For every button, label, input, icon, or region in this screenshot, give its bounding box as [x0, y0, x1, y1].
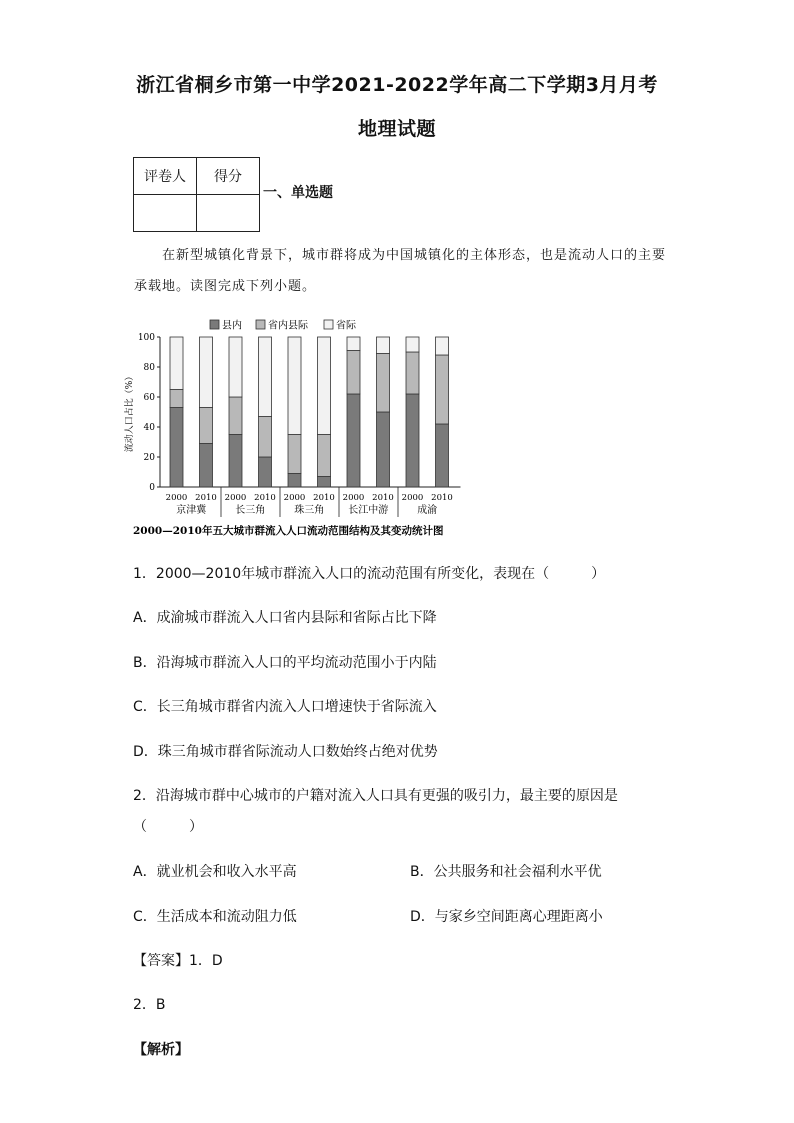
q2-stem: 2．沿海城市群中心城市的户籍对流入人口具有更强的吸引力，最主要的原因是 — [133, 788, 618, 804]
legend-label: 省际 — [336, 320, 356, 332]
y-tick-label: 100 — [137, 333, 155, 343]
q1-stem: 1．2000—2010年城市群流入人口的流动范围有所变化，表现在（ ） — [133, 566, 606, 582]
q2-option-c: C．生活成本和流动阻力低 — [133, 909, 297, 925]
y-tick-label: 40 — [143, 423, 155, 433]
q1-option-c: C．长三角城市群省内流入人口增速快于省际流入 — [133, 699, 437, 715]
bar-segment — [377, 337, 390, 354]
legend-label: 省内县际 — [268, 320, 308, 332]
bar-segment — [406, 352, 419, 394]
group-label: 长三角 — [235, 505, 266, 516]
x-tick-label: 2010 — [372, 493, 394, 503]
bar-segment — [259, 337, 272, 417]
y-tick-label: 20 — [143, 453, 155, 463]
score-header: 得分 — [197, 158, 260, 195]
q2-option-b: B．公共服务和社会福利水平优 — [410, 864, 602, 880]
bar-segment — [377, 412, 390, 487]
analysis-label: 【解析】 — [133, 1042, 189, 1058]
bar-segment — [406, 337, 419, 352]
bar-segment — [288, 474, 301, 488]
score-cell — [197, 195, 260, 232]
bar-segment — [347, 351, 360, 395]
bar-segment — [347, 337, 360, 351]
q1-option-b: B．沿海城市群流入人口的平均流动范围小于内陆 — [133, 655, 437, 671]
legend-swatch — [210, 320, 219, 329]
bar-segment — [229, 397, 242, 435]
chart-caption: 2000—2010年五大城市群流入人口流动范围结构及其变动统计图 — [133, 525, 444, 537]
bar-segment — [200, 337, 213, 408]
x-tick-label: 2010 — [313, 493, 335, 503]
intro-text-line2: 承载地。读图完成下列小题。 — [134, 279, 317, 294]
stacked-bar-chart — [118, 310, 478, 542]
bar-segment — [200, 408, 213, 444]
answer-line-1 — [133, 950, 223, 970]
answer-label: 【答案】 — [133, 953, 189, 969]
score-table — [133, 157, 260, 232]
group-label: 京津冀 — [176, 505, 207, 516]
x-tick-label: 2000 — [224, 493, 247, 503]
group-label: 成渝 — [417, 505, 438, 516]
bar-segment — [288, 435, 301, 474]
reviewer-cell — [134, 195, 197, 232]
x-tick-label: 2010 — [195, 493, 217, 503]
section-heading: 一、单选题 — [263, 185, 333, 201]
x-tick-label: 2000 — [342, 493, 365, 503]
bar-segment — [436, 337, 449, 355]
document-subtitle: 地理试题 — [357, 118, 436, 140]
bar-segment — [347, 394, 360, 487]
bar-segment — [259, 417, 272, 458]
q1-option-d: D．珠三角城市群省际流动人口数始终占绝对优势 — [133, 744, 438, 760]
bar-segment — [170, 408, 183, 488]
bar-segment — [377, 354, 390, 413]
x-tick-label: 2000 — [165, 493, 188, 503]
x-tick-label: 2010 — [254, 493, 276, 503]
bar-segment — [406, 394, 419, 487]
answer-2: 2．B — [133, 997, 166, 1013]
y-tick-label: 0 — [149, 483, 155, 493]
group-label: 珠三角 — [294, 505, 325, 516]
q2-option-d: D．与家乡空间距离心理距离小 — [410, 909, 603, 925]
bar-segment — [229, 435, 242, 488]
bar-segment — [436, 424, 449, 487]
legend-swatch — [256, 320, 265, 329]
legend-label: 县内 — [222, 320, 242, 332]
bar-segment — [229, 337, 242, 397]
y-tick-label: 80 — [143, 363, 155, 373]
y-axis-label: 流动人口占比（%） — [125, 371, 135, 453]
bar-segment — [170, 390, 183, 408]
document-title: 浙江省桐乡市第一中学2021-2022学年高二下学期3月月考 — [136, 74, 658, 96]
q2-option-a: A．就业机会和收入水平高 — [133, 864, 297, 880]
group-label: 长江中游 — [348, 505, 389, 516]
bar-segment — [170, 337, 183, 390]
bar-segment — [436, 355, 449, 424]
q1-option-a: A．成渝城市群流入人口省内县际和省际占比下降 — [133, 610, 437, 626]
x-tick-label: 2000 — [401, 493, 424, 503]
bar-segment — [318, 337, 331, 435]
intro-text-line1: 在新型城镇化背景下，城市群将成为中国城镇化的主体形态，也是流动人口的主要 — [162, 248, 667, 263]
answer-1: 1．D — [189, 953, 223, 969]
bar-segment — [259, 457, 272, 487]
legend-swatch — [324, 320, 333, 329]
q2-paren: （ ） — [133, 819, 203, 835]
y-tick-label: 60 — [143, 393, 155, 403]
bar-segment — [288, 337, 301, 435]
x-tick-label: 2010 — [431, 493, 453, 503]
bar-segment — [318, 435, 331, 477]
bar-segment — [200, 444, 213, 488]
reviewer-header: 评卷人 — [134, 158, 197, 195]
bar-segment — [318, 477, 331, 488]
x-tick-label: 2000 — [283, 493, 306, 503]
